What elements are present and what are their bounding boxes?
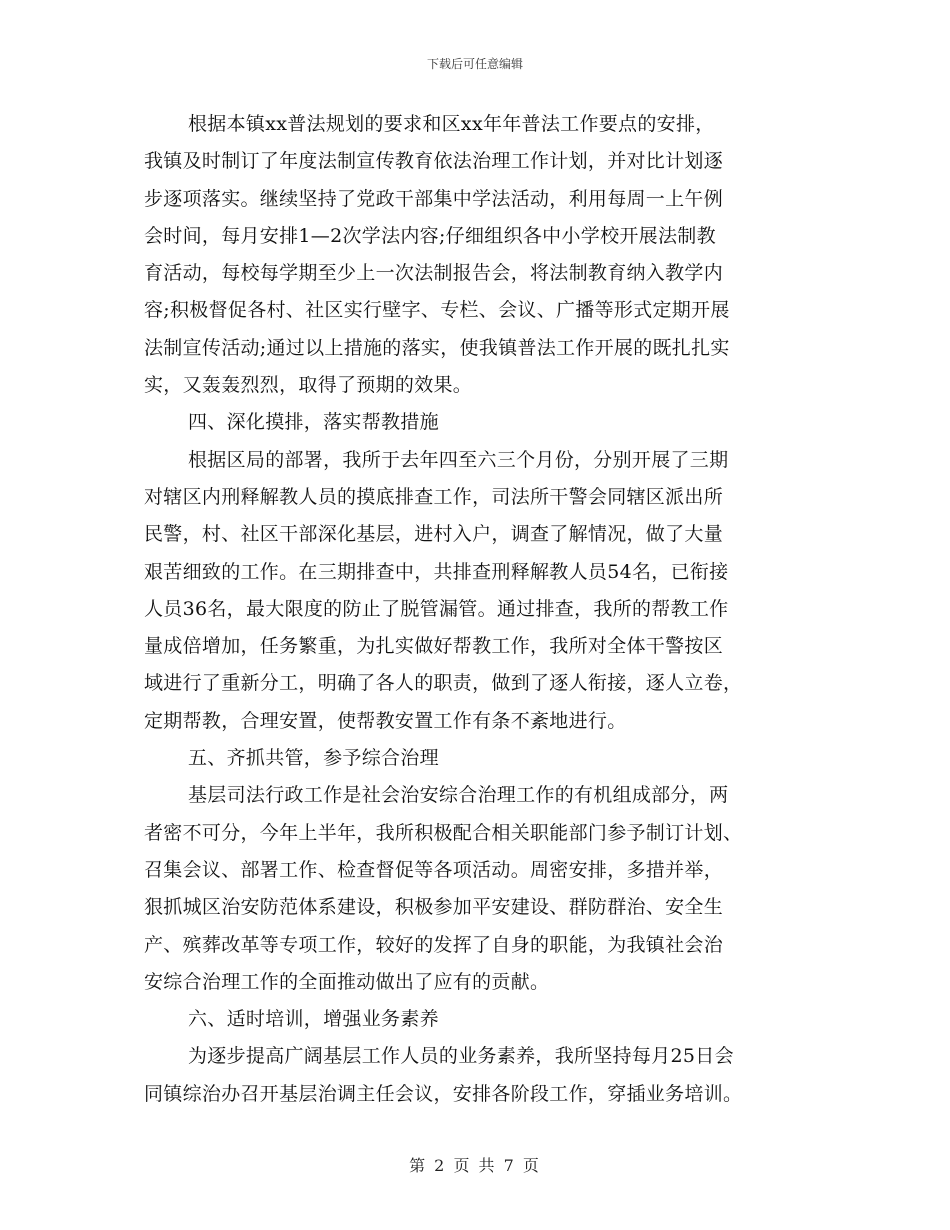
text-line: 会时间，每月安排1—2次学法内容;仔细组织各中小学校开展法制教 bbox=[144, 224, 716, 247]
text-line: 六、适时培训，增强业务素养 bbox=[188, 1008, 439, 1031]
text-line: 艰苦细致的工作。在三期排查中，共排查刑释解教人员54名，已衔接 bbox=[144, 560, 729, 583]
text-line: 召集会议、部署工作、检查督促等各项活动。周密安排，多措并举， bbox=[144, 858, 724, 881]
text-line: 步逐项落实。继续坚持了党政干部集中学法活动，利用每周一上午例 bbox=[144, 187, 724, 210]
text-line: 定期帮教，合理安置，使帮教安置工作有条不紊地进行。 bbox=[144, 709, 627, 732]
text-line: 四、深化摸排，落实帮教措施 bbox=[188, 411, 439, 434]
text-line: 量成倍增加，任务繁重，为扎实做好帮教工作，我所对全体干警按区 bbox=[144, 635, 724, 658]
text-line: 我镇及时制订了年度法制宣传教育依法治理工作计划，并对比计划逐 bbox=[144, 150, 724, 173]
text-line: 安综合治理工作的全面推动做出了应有的贡献。 bbox=[144, 970, 550, 993]
text-line: 实，又轰轰烈烈，取得了预期的效果。 bbox=[144, 374, 473, 397]
page-footer: 第 2 页 共 7 页 bbox=[409, 1156, 541, 1175]
text-line: 育活动，每校每学期至少上一次法制报告会，将法制教育纳入教学内 bbox=[144, 262, 724, 285]
text-line: 民警，村、社区干部深化基层，进村入户，调查了解情况，做了大量 bbox=[144, 523, 724, 546]
text-line: 为逐步提高广阔基层工作人员的业务素养，我所坚持每月25日会 bbox=[188, 1045, 734, 1068]
text-line: 者密不可分，今年上半年，我所积极配合相关职能部门参予制订计划、 bbox=[144, 821, 743, 844]
text-line: 狠抓城区治安防范体系建设，积极参加平安建设、群防群治、安全生 bbox=[144, 896, 724, 919]
text-line: 同镇综治办召开基层治调主任会议，安排各阶段工作，穿插业务培训。 bbox=[144, 1082, 743, 1105]
text-line: 五、齐抓共管，参予综合治理 bbox=[188, 747, 439, 770]
document-body bbox=[144, 106, 810, 1113]
text-line: 基层司法行政工作是社会治安综合治理工作的有机组成部分，两 bbox=[188, 784, 729, 807]
page-header: 下载后可任意编辑 bbox=[426, 57, 523, 71]
text-line: 对辖区内刑释解教人员的摸底排查工作，司法所干警会同辖区派出所 bbox=[144, 485, 724, 508]
text-line: 人员36名，最大限度的防止了脱管漏管。通过排查，我所的帮教工作 bbox=[144, 597, 729, 620]
text-line: 根据区局的部署，我所于去年四至六三个月份，分别开展了三期 bbox=[188, 448, 729, 471]
text-line: 根据本镇xx普法规划的要求和区xx年年普法工作要点的安排， bbox=[188, 113, 715, 135]
text-line: 容;积极督促各村、社区实行壁字、专栏、会议、广播等形式定期开展 bbox=[144, 299, 730, 322]
text-line: 产、殡葬改革等专项工作，较好的发挥了自身的职能，为我镇社会治 bbox=[144, 933, 724, 956]
text-line: 法制宣传活动;通过以上措施的落实，使我镇普法工作开展的既扎扎实 bbox=[144, 336, 730, 359]
text-line: 域进行了重新分工，明确了各人的职责，做到了逐人衔接，逐人立卷， bbox=[144, 672, 743, 695]
